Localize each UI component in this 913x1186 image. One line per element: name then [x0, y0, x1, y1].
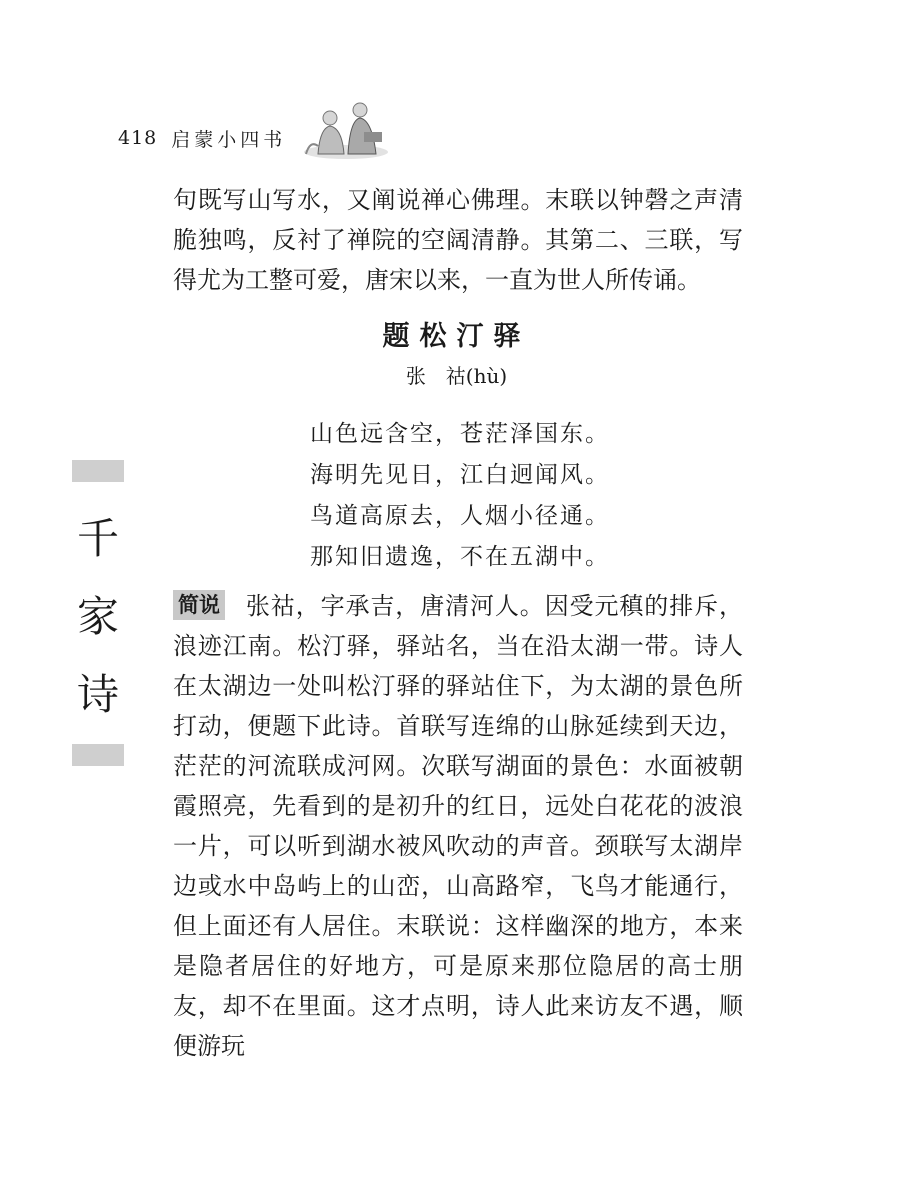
poem-line: 海明先见日，江白迥闻风。 [310, 462, 610, 488]
header-illustration [300, 96, 392, 162]
commentary-text: 张祜，字承吉，唐清河人。因受元稹的排斥，浪迹江南。松汀驿，驿站名，当在沿太湖一带。诗人在太湖边一处叫松汀驿的驿站住下，为太湖的景色所打动，便题下此诗。首联写连绵的山脉延续到天边，茫茫的河流联成河网。次联写湖面的景色：水面被朝霞照亮，先看到的是初升的红日，远处白花花的波浪一片，可以听到湖水被风吹动的声音。颈联写太湖岸边或水中岛屿上的山峦，山高路窄，飞鸟才能通行，但上面还有人居住。末联说：这样幽深的地方，本来是隐者居住的好地方，可是原来那位隐居的高士朋友，却不在里面。这才点明，诗人此来访友不遇，顺便游玩 [173, 592, 743, 1060]
page-number: 418 [118, 127, 158, 149]
running-header [118, 118, 286, 158]
poem-line: 山色远含空，苍茫泽国东。 [310, 421, 610, 447]
side-title [72, 500, 124, 734]
side-char: 诗 [76, 670, 119, 719]
side-char: 家 [76, 592, 119, 641]
poem-line: 那知旧遗逸，不在五湖中。 [310, 544, 610, 570]
side-bar-bottom [72, 744, 124, 766]
commentary [173, 586, 743, 1066]
poem-title: 题松汀驿 [382, 321, 531, 352]
side-char: 千 [76, 514, 119, 563]
side-bar-top [72, 460, 124, 482]
side-section-label [72, 458, 124, 770]
poem-author: 张 祜(hù) [405, 364, 508, 388]
intro-paragraph [173, 180, 743, 300]
poem-line: 鸟道高原去，人烟小径通。 [310, 503, 610, 529]
poem-body [310, 414, 610, 578]
intro-text: 句既写山写水，又阐说禅心佛理。末联以钟磬之声清脆独鸣，反衬了禅院的空阔清静。其第二、三联，写得尤为工整可爱，唐宋以来，一直为世人所传诵。 [173, 186, 743, 294]
commentary-label: 简说 [173, 590, 225, 620]
book-title: 启蒙小四书 [171, 128, 287, 151]
